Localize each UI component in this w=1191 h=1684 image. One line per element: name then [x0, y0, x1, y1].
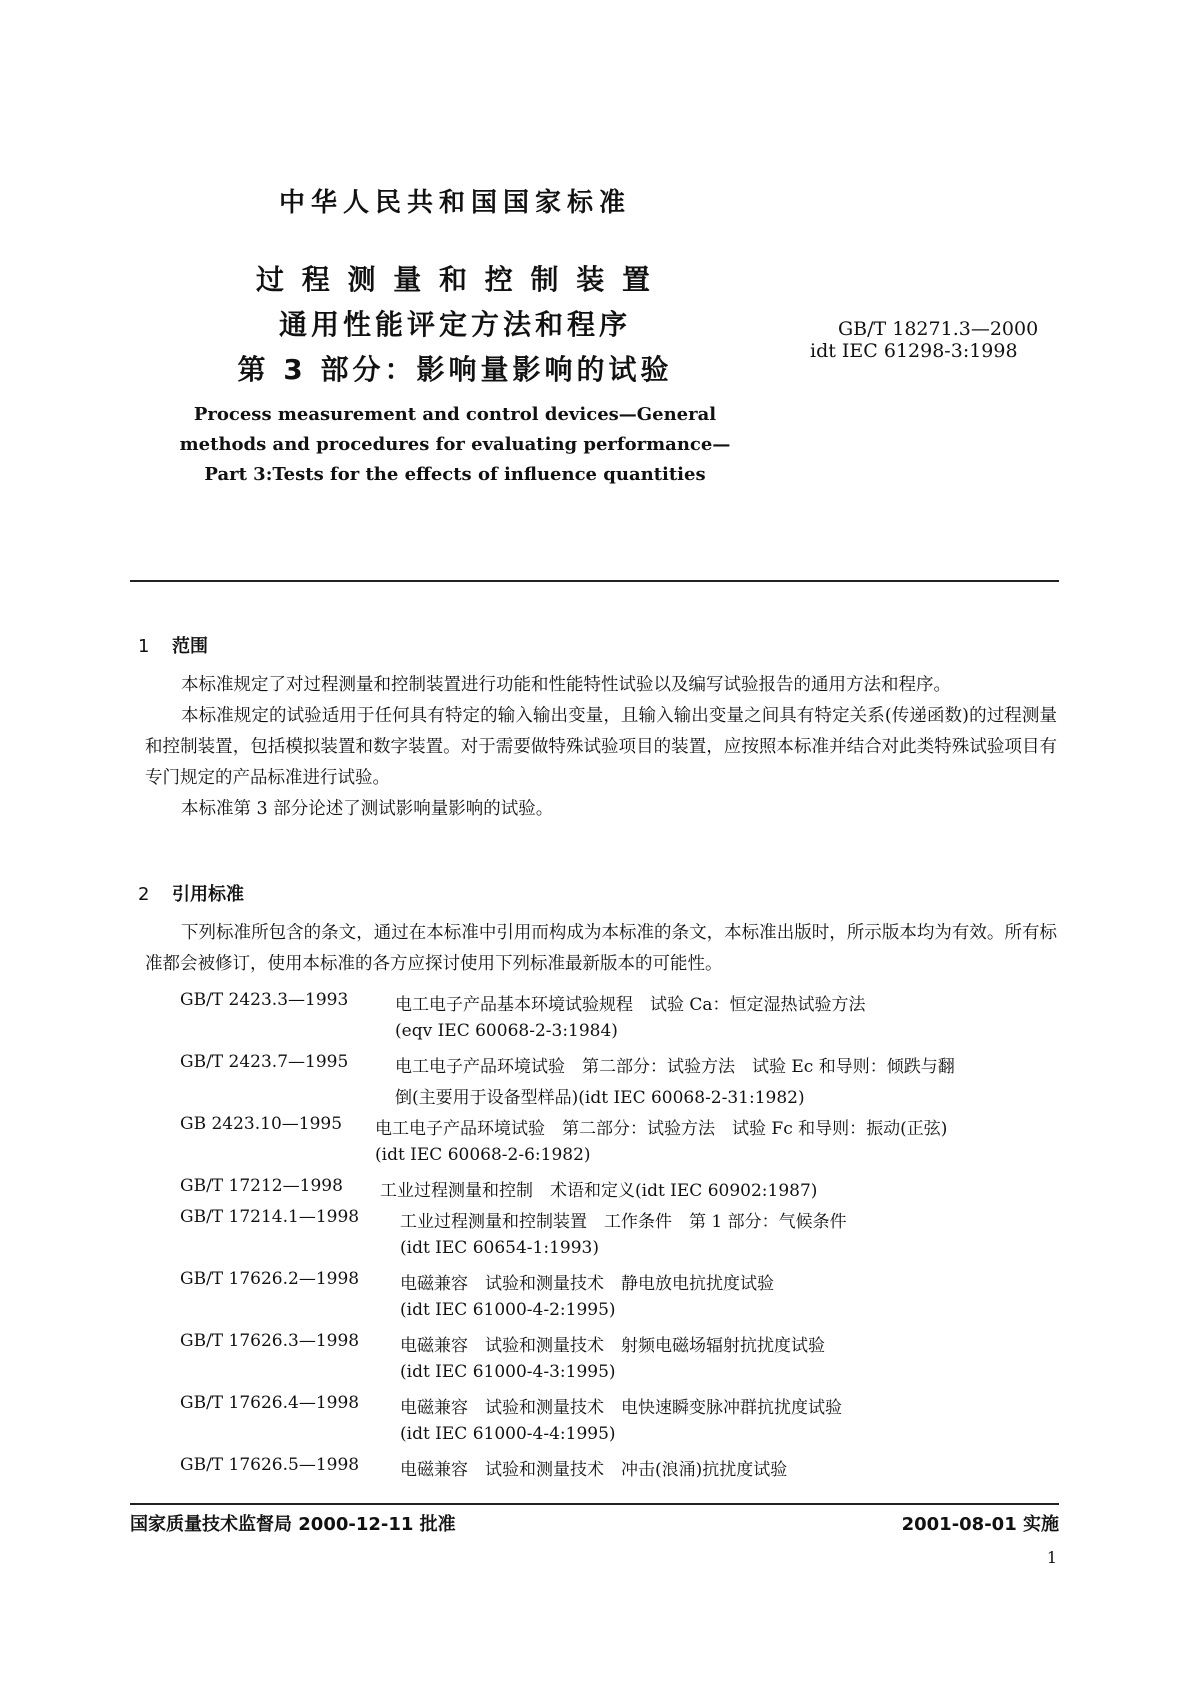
- standard-number: GB/T 18271.3—2000: [838, 318, 1039, 340]
- reference-title-cont: 倒(主要用于设备型样品)(idt IEC 60068-2-31:1982): [395, 1088, 805, 1108]
- page-number: 1: [1046, 1548, 1057, 1567]
- reference-title: 电磁兼容 试验和测量技术 电快速瞬变脉冲群抗扰度试验: [400, 1398, 842, 1418]
- reference-code: GB/T 17626.5—1998: [180, 1455, 360, 1475]
- title-zh-line-2: 通用性能评定方法和程序: [278, 308, 631, 341]
- reference-title-cont: (idt IEC 61000-4-3:1995): [400, 1362, 616, 1382]
- title-en-line-2: methods and procedures for evaluating performance—: [179, 434, 731, 455]
- title-zh-line-3: 第 3 部分：影响量影响的试验: [237, 353, 673, 386]
- reference-title-cont: (idt IEC 60654-1:1993): [400, 1238, 599, 1258]
- reference-code: GB/T 17212—1998: [180, 1176, 343, 1196]
- reference-title: 电工电子产品环境试验 第二部分：试验方法 试验 Ec 和导则：倾跌与翻: [395, 1057, 955, 1077]
- paragraph: 本标准规定的试验适用于任何具有特定的输入输出变量，且输入输出变量之间具有特定关系(传递函数)的过程测量和控制装置，包括模拟装置和数字装置。对于需要做特殊试验项目的装置，应按照本标准并结合对此类特殊试验项目有专门规定的产品标准进行试验。: [145, 706, 1057, 788]
- section-1-body: [145, 670, 1057, 825]
- paragraph: 下列标准所包含的条文，通过在本标准中引用而构成为本标准的条文，本标准出版时，所示版本均为有效。所有标准都会被修订，使用本标准的各方应探讨使用下列标准最新版本的可能性。: [145, 923, 1057, 974]
- reference-code: GB/T 2423.7—1995: [180, 1052, 349, 1072]
- reference-title-cont: (idt IEC 61000-4-2:1995): [400, 1300, 616, 1320]
- section-number: 1: [138, 636, 150, 657]
- reference-code: GB 2423.10—1995: [180, 1114, 343, 1134]
- reference-title: 电工电子产品基本环境试验规程 试验 Ca：恒定湿热试验方法: [395, 995, 866, 1015]
- title-en-line-3: Part 3:Tests for the effects of influence quantities: [204, 464, 706, 485]
- section-2-body: [145, 918, 1057, 980]
- header-divider: [130, 580, 1059, 582]
- reference-title-cont: (eqv IEC 60068-2-3:1984): [395, 1021, 618, 1041]
- title-zh-line-1: 过 程 测 量 和 控 制 装 置: [256, 263, 654, 296]
- reference-title: 电工电子产品环境试验 第二部分：试验方法 试验 Fc 和导则：振动(正弦): [375, 1119, 948, 1139]
- reference-title: 工业过程测量和控制 术语和定义(idt IEC 60902:1987): [380, 1181, 818, 1201]
- section-title: 引用标准: [172, 884, 244, 905]
- reference-title: 电磁兼容 试验和测量技术 静电放电抗扰度试验: [400, 1274, 774, 1294]
- section-title: 范围: [172, 636, 208, 657]
- reference-title: 工业过程测量和控制装置 工作条件 第 1 部分：气候条件: [400, 1212, 847, 1232]
- reference-code: GB/T 17626.3—1998: [180, 1331, 360, 1351]
- reference-title: 电磁兼容 试验和测量技术 射频电磁场辐射抗扰度试验: [400, 1336, 825, 1356]
- reference-code: GB/T 17626.4—1998: [180, 1393, 360, 1413]
- reference-title: 电磁兼容 试验和测量技术 冲击(浪涌)抗扰度试验: [400, 1460, 788, 1480]
- footer-divider: [130, 1503, 1059, 1505]
- reference-title-cont: (idt IEC 61000-4-4:1995): [400, 1424, 616, 1444]
- paragraph: 本标准第 3 部分论述了测试影响量影响的试验。: [181, 799, 554, 819]
- reference-code: GB/T 2423.3—1993: [180, 990, 349, 1010]
- effective-date: 2001-08-01 实施: [901, 1514, 1059, 1535]
- reference-code: GB/T 17626.2—1998: [180, 1269, 360, 1289]
- reference-title-cont: (idt IEC 60068-2-6:1982): [375, 1145, 591, 1165]
- approval-date: 国家质量技术监督局 2000-12-11 批准: [130, 1514, 456, 1535]
- section-number: 2: [138, 884, 150, 905]
- title-en-line-1: Process measurement and control devices—General: [193, 404, 717, 425]
- section-2-heading: [138, 880, 244, 906]
- section-1-heading: [138, 632, 208, 658]
- standard-equivalence: idt IEC 61298-3:1998: [810, 340, 1018, 362]
- national-standard-heading: 中华人民共和国国家标准: [278, 188, 631, 218]
- reference-code: GB/T 17214.1—1998: [180, 1207, 360, 1227]
- paragraph: 本标准规定了对过程测量和控制装置进行功能和性能特性试验以及编写试验报告的通用方法和程序。: [181, 675, 951, 695]
